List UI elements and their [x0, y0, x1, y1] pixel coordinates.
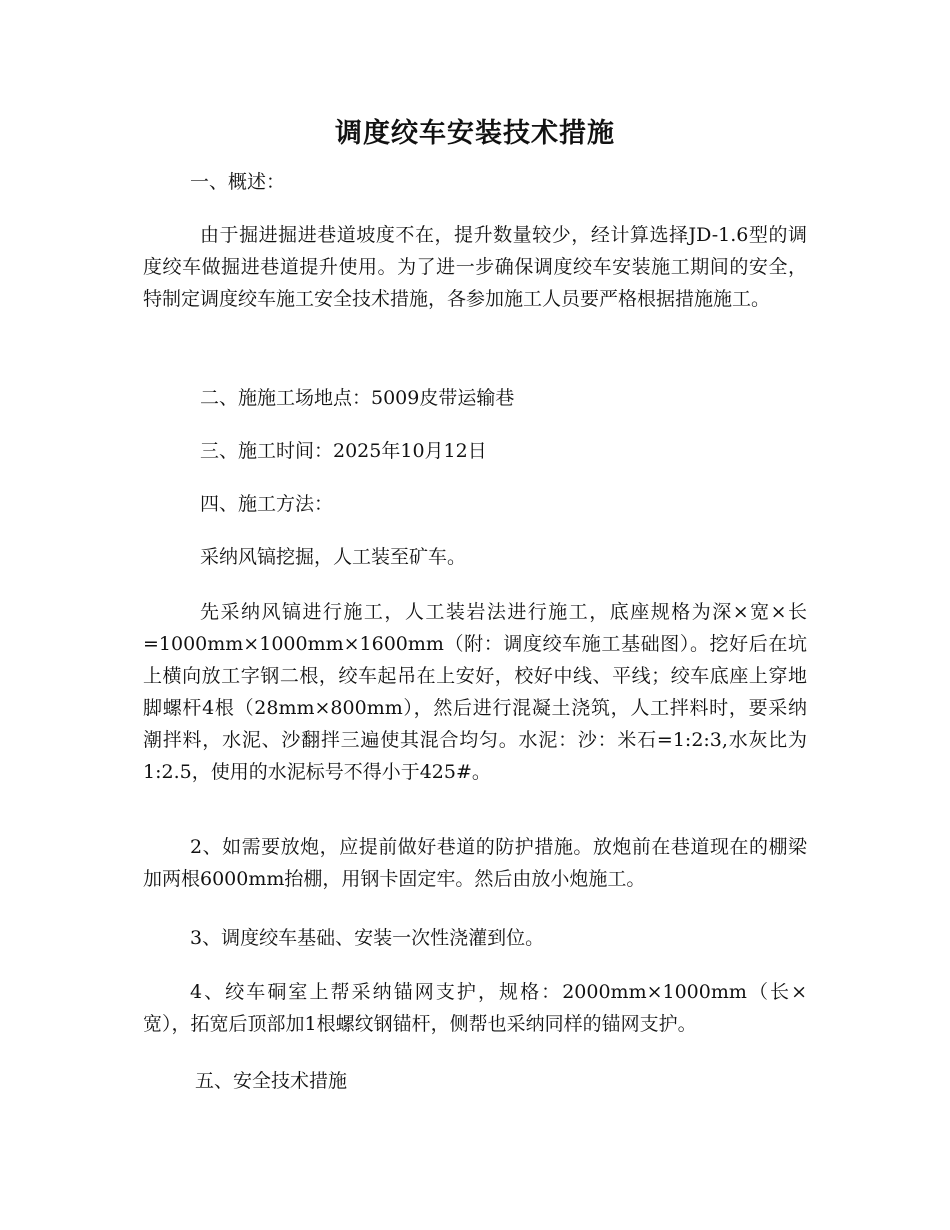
method-item-2: 2、如需要放炮，应提前做好巷道的防护措施。放炮前在巷道现在的棚梁加两根6000mm抬棚，用钢卡固定牢。然后由放小炮施工。 [143, 836, 807, 890]
section-heading-overview: 一、概述： [190, 171, 286, 193]
section-heading-time: 三、施工时间：2025年10月12日 [200, 440, 487, 462]
method-item-4: 4、绞车硐室上帮采纳锚网支护，规格：2000mm×1000mm（长×宽），拓宽后顶部加1根螺纹钢锚杆，侧帮也采纳同样的锚网支护。 [143, 981, 807, 1035]
section-heading-method: 四、施工方法： [200, 493, 334, 515]
section-heading-location: 二、施施工场地点：5009皮带运输巷 [200, 387, 515, 409]
method-paragraph-2: 先采纳风镐进行施工，人工装岩法进行施工，底座规格为深×宽×长=1000mm×1000mm×1600mm（附：调度绞车施工基础图）。挖好后在坑上横向放工字钢二根，绞车起吊在上安好，校好中线、平线；绞车底座上穿地脚螺杆4根（28mm×800mm），然后进行混凝土浇筑，人工拌料时，要采纳潮拌料，水泥、沙翻拌三遍使其混合均匀。水泥：沙：米石=1:2:3,水灰比为1:2.5，使用的水泥标号不得小于425#。 [143, 601, 807, 783]
method-paragraph-1: 采纳风镐挖掘，人工装至矿车。 [200, 546, 467, 568]
page-title: 调度绞车安装技术措施 [335, 118, 615, 149]
method-item-3: 3、调度绞车基础、安装一次性浇灌到位。 [190, 927, 545, 949]
section-heading-safety: 五、安全技术措施 [195, 1070, 348, 1092]
overview-paragraph: 由于掘进掘进巷道坡度不在，提升数量较少，经计算选择JD-1.6型的调度绞车做掘进巷道提升使用。为了进一步确保调度绞车安装施工期间的安全，特制定调度绞车施工安全技术措施，各参加施工人员要严格根据措施施工。 [143, 224, 807, 310]
